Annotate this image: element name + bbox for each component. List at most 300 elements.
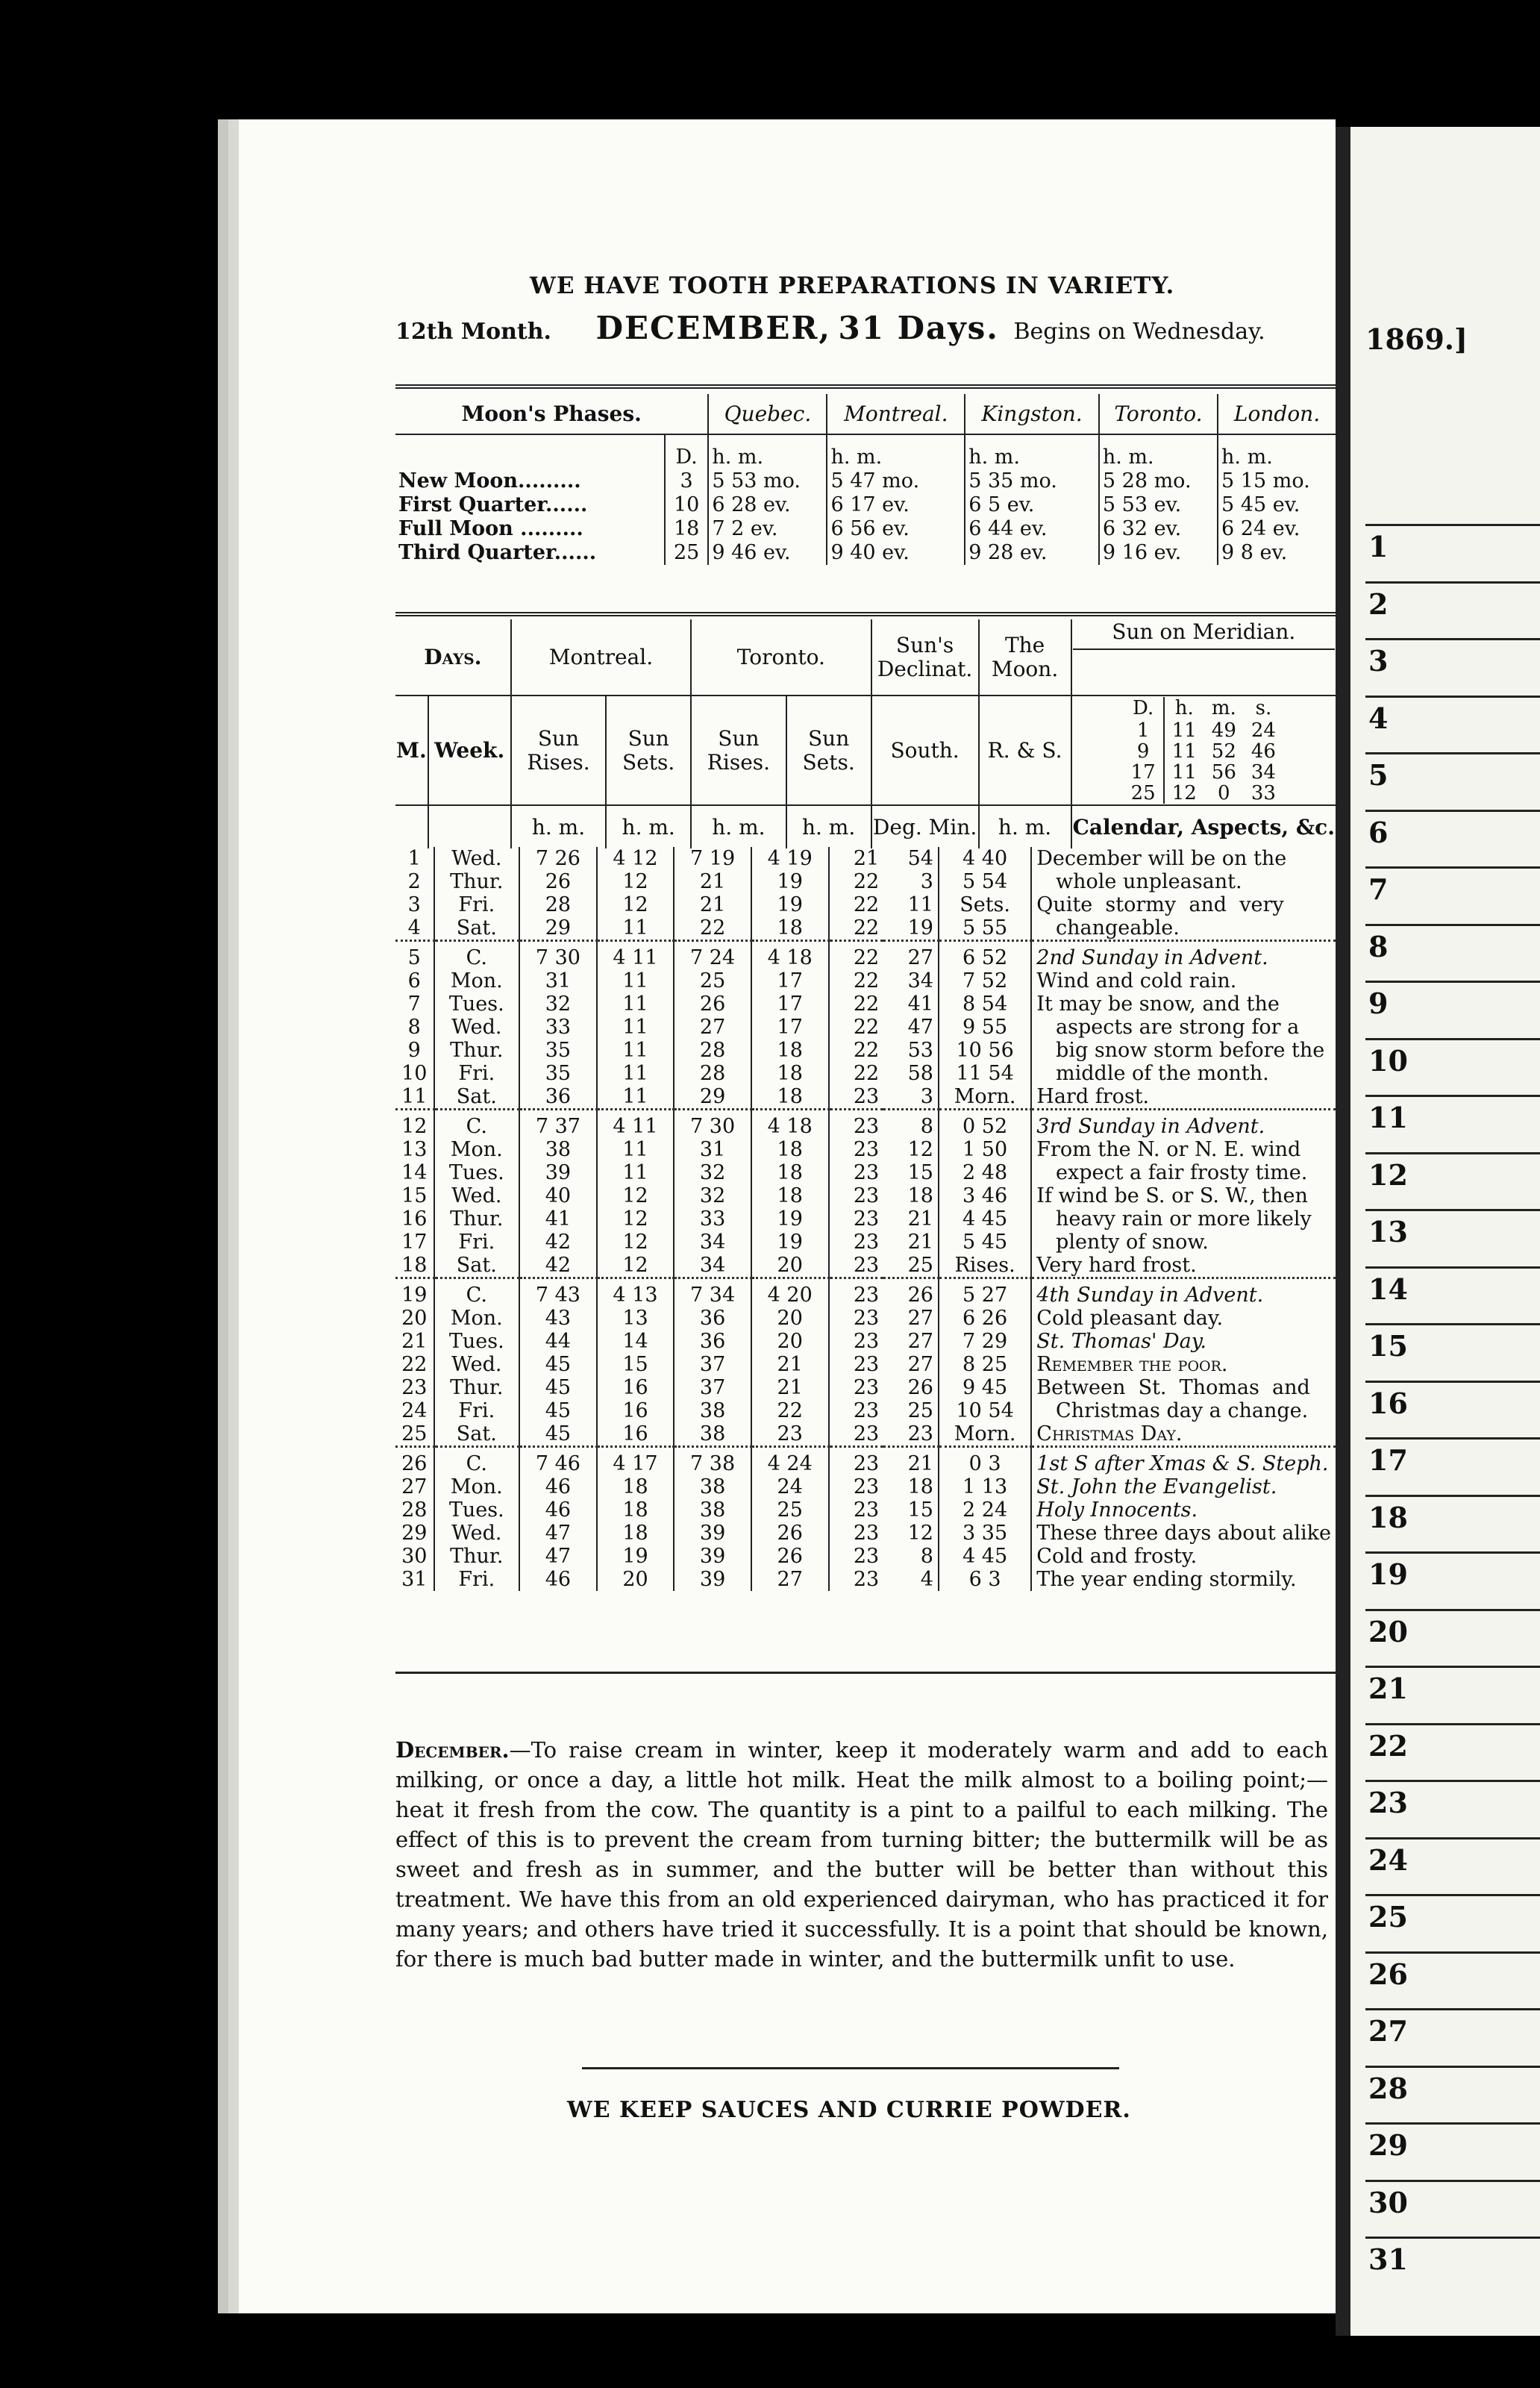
decl-deg: 22 (829, 941, 884, 970)
day-num: 21 (401, 1330, 428, 1353)
montreal-rises: 42 (519, 1254, 597, 1278)
moon-rs: 10 56 (939, 1039, 1031, 1062)
hdr-hm: h. m. (691, 805, 786, 848)
decl-deg: 23 (829, 1161, 884, 1184)
hdr-hm: h. m. (979, 805, 1071, 848)
facing-day-number: 6 (1368, 815, 1389, 849)
hdr-moon: The Moon. (979, 619, 1071, 696)
toronto-sets: 4 18 (751, 1110, 829, 1139)
facing-rule (1365, 1095, 1540, 1097)
montreal-rises: 41 (519, 1207, 597, 1231)
decl-deg: 23 (829, 1498, 884, 1522)
hdr-hm: h. m. (606, 805, 691, 848)
moon-time-toronto: 5 53 ev. (1099, 493, 1218, 517)
week-day: Tues. (434, 1161, 520, 1184)
moon-rs: 9 45 (939, 1376, 1031, 1399)
facing-rule (1365, 1266, 1540, 1269)
hdr-tor-sets: Sun Sets. (786, 696, 871, 805)
decl-min: 25 (907, 1254, 933, 1277)
day-row (395, 1447, 1336, 1476)
montreal-sets: 11 (597, 1062, 674, 1085)
day-num: 17 (401, 1231, 428, 1254)
toronto-rises: 29 (674, 1085, 751, 1110)
decl-min: 41 (907, 993, 933, 1016)
week-day: Fri. (434, 893, 520, 916)
toronto-sets: 4 20 (751, 1278, 829, 1307)
hdr-calendar: Calendar, Aspects, &c. (1071, 805, 1336, 848)
toronto-sets: 20 (751, 1330, 829, 1353)
day-num: 12 (395, 1110, 434, 1139)
day-row (395, 1545, 1336, 1568)
montreal-rises: 29 (519, 916, 597, 941)
moon-rs: Rises. (939, 1254, 1031, 1278)
moon-time-kingston: 5 35 mo. (965, 469, 1099, 493)
moon-phase-name: Full Moon ......... (398, 517, 583, 540)
toronto-rises: 34 (674, 1231, 751, 1254)
calendar-note: 2nd Sunday in Advent. (1031, 941, 1336, 970)
moon-sub-hm: h. m. (1218, 434, 1336, 469)
day-num: 16 (401, 1207, 428, 1231)
day-num: 8 (407, 1016, 421, 1039)
toronto-rises: 31 (674, 1138, 751, 1161)
montreal-sets: 4 12 (597, 847, 674, 870)
day-row (395, 1110, 1336, 1139)
day-num: 1 (407, 847, 421, 870)
facing-day-number: 16 (1368, 1386, 1408, 1420)
meridian-cell: 33 (1251, 782, 1276, 804)
meridian-cell: 49 (1211, 719, 1236, 742)
calendar-note: If wind be S. or S. W., then (1031, 1184, 1336, 1207)
calendar-note: These three days about alike (1031, 1522, 1336, 1545)
decl-deg: 23 (829, 1278, 884, 1307)
toronto-sets: 18 (751, 1062, 829, 1085)
day-num: 23 (401, 1376, 428, 1399)
toronto-rises: 7 24 (674, 941, 751, 970)
toronto-sets: 18 (751, 916, 829, 941)
toronto-sets: 4 24 (751, 1447, 829, 1476)
montreal-rises: 38 (519, 1138, 597, 1161)
decl-min: 27 (907, 1330, 933, 1353)
moon-rs: 11 54 (939, 1062, 1031, 1085)
montreal-sets: 11 (597, 1016, 674, 1039)
facing-day-number: 22 (1368, 1728, 1408, 1763)
decl-deg: 23 (829, 1422, 884, 1447)
montreal-sets: 12 (597, 870, 674, 893)
week-day: Sat. (434, 1254, 520, 1278)
facing-rule (1365, 981, 1540, 983)
facing-rule (1365, 1381, 1540, 1383)
meridian-head: D. (1133, 697, 1154, 719)
montreal-rises: 47 (519, 1522, 597, 1545)
decl-min: 54 (907, 847, 933, 870)
note-body: —To raise cream in winter, keep it moderately warm and add to each milking, or once a day, a little hot milk. Heat the milk almost to a boiling point;—heat it fresh from the cow. The quantity is a pint to a pailful to each milking. The effect of this is to prevent the cream from turning bitter; the buttermilk will be as sweet and fresh as in summer, and the butter will be better than without this treatment. We have this from an old experienced dairyman, who has practiced it for many years; and others have tried it successfully. It is a point that should be known, for there is much bad butter made in winter, and the buttermilk unfit to use. (395, 1737, 1328, 1972)
moon-sub-hm: h. m. (1099, 434, 1218, 469)
facing-day-number: 26 (1368, 1957, 1408, 1991)
decl-min: 12 (907, 1522, 933, 1545)
day-num: 22 (401, 1353, 428, 1376)
facing-day-number: 27 (1368, 2014, 1408, 2048)
note-rule (582, 2067, 1119, 2069)
decl-deg: 23 (829, 1568, 884, 1591)
moon-rs: 3 46 (939, 1184, 1031, 1207)
moon-time-toronto: 9 16 ev. (1099, 541, 1218, 565)
decl-min: 27 (907, 1307, 933, 1330)
hdr-mtl-rises: Sun Rises. (511, 696, 607, 805)
montreal-sets: 11 (597, 993, 674, 1016)
facing-rule (1365, 1323, 1540, 1325)
almanac-page (239, 119, 1336, 2313)
facing-rule (1365, 866, 1540, 869)
moon-time-kingston: 9 28 ev. (965, 541, 1099, 565)
day-num: 6 (407, 969, 421, 993)
facing-day-number: 17 (1368, 1443, 1408, 1477)
decl-min: 15 (907, 1498, 933, 1522)
week-day: C. (434, 1110, 520, 1139)
day-num: 31 (401, 1568, 428, 1591)
week-day: C. (434, 941, 520, 970)
decl-deg: 22 (829, 1039, 884, 1062)
hdr-week: Week. (428, 696, 511, 805)
meridian-cell: 1 (1136, 719, 1150, 742)
moon-time-montreal: 5 47 mo. (827, 469, 965, 493)
toronto-rises: 7 38 (674, 1447, 751, 1476)
meridian-table-cell (1071, 696, 1336, 805)
day-row (395, 1138, 1336, 1161)
meridian-cell: 52 (1211, 740, 1236, 763)
facing-day-number: 2 (1368, 587, 1389, 621)
calendar-note: The year ending stormily. (1031, 1568, 1336, 1591)
meridian-cell: 46 (1251, 740, 1276, 763)
facing-day-number: 11 (1368, 1101, 1408, 1134)
meridian-row (1124, 783, 1283, 804)
meridian-cell: 12 (1164, 783, 1204, 804)
toronto-sets: 18 (751, 1085, 829, 1110)
decl-deg: 22 (829, 969, 884, 993)
montreal-sets: 14 (597, 1330, 674, 1353)
week-day: C. (434, 1447, 520, 1476)
moon-head-phases: Moon's Phases. (395, 394, 708, 434)
decl-min: 11 (907, 893, 933, 916)
montreal-rises: 45 (519, 1353, 597, 1376)
montreal-sets: 12 (597, 1254, 674, 1278)
toronto-sets: 20 (751, 1307, 829, 1330)
decl-min: 8 (920, 1545, 933, 1568)
calendar-note: St. John the Evangelist. (1031, 1475, 1336, 1498)
montreal-sets: 20 (597, 1568, 674, 1591)
montreal-rises: 45 (519, 1422, 597, 1447)
moon-time-toronto: 6 32 ev. (1099, 517, 1218, 541)
toronto-rises: 21 (674, 893, 751, 916)
toronto-rises: 39 (674, 1568, 751, 1591)
day-row (395, 1522, 1336, 1545)
montreal-rises: 35 (519, 1039, 597, 1062)
toronto-rises: 21 (674, 870, 751, 893)
decl-deg: 23 (829, 1353, 884, 1376)
week-day: Fri. (434, 1062, 520, 1085)
toronto-rises: 38 (674, 1399, 751, 1422)
montreal-sets: 12 (597, 1207, 674, 1231)
day-row (395, 1307, 1336, 1330)
meridian-head: s. (1255, 697, 1272, 719)
montreal-sets: 12 (597, 1184, 674, 1207)
top-banner: WE HAVE TOOTH PREPARATIONS IN VARIETY. (530, 272, 1175, 299)
day-num: 4 (407, 916, 421, 940)
facing-day-number: 30 (1368, 2185, 1408, 2219)
toronto-sets: 26 (751, 1522, 829, 1545)
week-day: Wed. (434, 847, 520, 870)
moon-sub-hm: h. m. (965, 434, 1099, 469)
calendar-note: heavy rain or more likely (1031, 1207, 1336, 1231)
moon-time-kingston: 6 5 ev. (965, 493, 1099, 517)
moon-head-london: London. (1218, 394, 1336, 434)
hdr-days: Days. (424, 644, 482, 669)
decl-deg: 22 (829, 993, 884, 1016)
week-day: Wed. (434, 1522, 520, 1545)
facing-rule (1365, 696, 1540, 698)
decl-min: 4 (920, 1568, 933, 1591)
day-num: 25 (401, 1422, 428, 1445)
facing-rule (1365, 2237, 1540, 2239)
week-day: Sat. (434, 1422, 520, 1447)
montreal-rises: 45 (519, 1376, 597, 1399)
week-day: Thur. (434, 1545, 520, 1568)
toronto-sets: 22 (751, 1399, 829, 1422)
toronto-rises: 39 (674, 1545, 751, 1568)
dairy-note (395, 1735, 1328, 1974)
toronto-sets: 20 (751, 1254, 829, 1278)
toronto-sets: 4 18 (751, 941, 829, 970)
decl-deg: 23 (829, 1522, 884, 1545)
toronto-rises: 36 (674, 1307, 751, 1330)
toronto-sets: 21 (751, 1353, 829, 1376)
moon-rs: 10 54 (939, 1399, 1031, 1422)
facing-day-number: 31 (1368, 2242, 1408, 2276)
week-day: Tues. (434, 1330, 520, 1353)
moon-rs: 5 27 (939, 1278, 1031, 1307)
days-table (395, 847, 1336, 1591)
facing-day-number: 15 (1368, 1329, 1408, 1363)
week-day: Thur. (434, 1207, 520, 1231)
facing-rule (1365, 581, 1540, 584)
day-row (395, 1039, 1336, 1062)
montreal-rises: 47 (519, 1545, 597, 1568)
toronto-sets: 19 (751, 1207, 829, 1231)
decl-min: 34 (907, 969, 933, 993)
montreal-sets: 19 (597, 1545, 674, 1568)
facing-rule (1365, 638, 1540, 640)
decl-min: 23 (907, 1422, 933, 1445)
moon-phase-name: Third Quarter...... (398, 541, 597, 564)
decl-deg: 22 (829, 1016, 884, 1039)
montreal-rises: 35 (519, 1062, 597, 1085)
day-num: 3 (407, 893, 421, 916)
decl-min: 21 (907, 1231, 933, 1254)
meridian-row (1124, 741, 1283, 762)
facing-rule (1365, 1780, 1540, 1782)
calendar-note: Christmas Day. (1031, 1422, 1336, 1447)
meridian-row (1124, 720, 1283, 741)
facing-rule (1365, 1038, 1540, 1040)
day-row (395, 847, 1336, 870)
moon-rule (395, 384, 1336, 389)
day-num: 19 (395, 1278, 434, 1307)
day-num: 5 (395, 941, 434, 970)
moon-time-kingston: 6 44 ev. (965, 517, 1099, 541)
toronto-rises: 37 (674, 1376, 751, 1399)
week-day: Wed. (434, 1353, 520, 1376)
toronto-rises: 38 (674, 1475, 751, 1498)
day-num: 9 (407, 1039, 421, 1062)
calendar-note: Christmas day a change. (1031, 1399, 1336, 1422)
toronto-rises: 33 (674, 1207, 751, 1231)
moon-phase-day: 25 (665, 541, 708, 565)
moon-sub-hm: h. m. (827, 434, 965, 469)
calendar-note: Wind and cold rain. (1031, 969, 1336, 993)
decl-deg: 23 (829, 1110, 884, 1139)
decl-deg: 23 (829, 1330, 884, 1353)
montreal-rises: 42 (519, 1231, 597, 1254)
facing-rule (1365, 2180, 1540, 2182)
month-name: DECEMBER, (595, 310, 831, 346)
calendar-note: St. Thomas' Day. (1031, 1330, 1336, 1353)
facing-rule (1365, 1437, 1540, 1440)
week-day: Mon. (434, 1475, 520, 1498)
toronto-sets: 26 (751, 1545, 829, 1568)
facing-day-number: 24 (1368, 1842, 1408, 1877)
calendar-note: whole unpleasant. (1031, 870, 1336, 893)
decl-min: 26 (907, 1376, 933, 1399)
moon-time-quebec: 5 53 mo. (708, 469, 827, 493)
day-num: 15 (401, 1184, 428, 1207)
toronto-rises: 32 (674, 1184, 751, 1207)
decl-deg: 23 (829, 1184, 884, 1207)
week-day: Fri. (434, 1568, 520, 1591)
moon-head-toronto: Toronto. (1099, 394, 1218, 434)
calendar-note: It may be snow, and the (1031, 993, 1336, 1016)
day-num: 24 (401, 1399, 428, 1422)
montreal-rises: 31 (519, 969, 597, 993)
montreal-rises: 7 30 (519, 941, 597, 970)
moon-phase-day: 10 (665, 493, 708, 517)
week-day: Mon. (434, 1138, 520, 1161)
montreal-sets: 4 11 (597, 1110, 674, 1139)
week-day: Mon. (434, 969, 520, 993)
facing-rule (1365, 1666, 1540, 1668)
hdr-degmin: Deg. Min. (871, 805, 979, 848)
meridian-cell: 25 (1130, 782, 1156, 804)
facing-page (1336, 127, 1540, 2336)
decl-deg: 22 (829, 1062, 884, 1085)
facing-day-number: 10 (1368, 1043, 1408, 1078)
moon-time-toronto: 5 28 mo. (1099, 469, 1218, 493)
day-row (395, 1399, 1336, 1422)
montreal-sets: 18 (597, 1522, 674, 1545)
day-row (395, 1254, 1336, 1278)
moon-rs: Sets. (939, 893, 1031, 916)
hdr-m: M. (396, 737, 427, 763)
hdr-hm: h. m. (786, 805, 871, 848)
hdr-tor-rises: Sun Rises. (691, 696, 786, 805)
calendar-note: changeable. (1031, 916, 1336, 941)
calendar-note: 4th Sunday in Advent. (1031, 1278, 1336, 1307)
day-row (395, 1278, 1336, 1307)
week-day: Thur. (434, 870, 520, 893)
meridian-head: h. (1164, 697, 1204, 720)
moon-rs: 6 26 (939, 1307, 1031, 1330)
decl-min: 12 (907, 1138, 933, 1161)
montreal-sets: 12 (597, 893, 674, 916)
day-num: 30 (401, 1545, 428, 1568)
moon-phase-row (395, 493, 1336, 517)
month-begins: Begins on Wednesday. (1013, 319, 1265, 345)
hdr-mtl-sets: Sun Sets. (606, 696, 691, 805)
decl-min: 18 (907, 1475, 933, 1498)
day-row (395, 1568, 1336, 1591)
day-row (395, 1330, 1336, 1353)
facing-year: 1869.] (1365, 322, 1468, 356)
facing-rule (1365, 524, 1540, 526)
montreal-sets: 18 (597, 1498, 674, 1522)
toronto-rises: 7 30 (674, 1110, 751, 1139)
facing-rule (1365, 1551, 1540, 1554)
calendar-note: December will be on the (1031, 847, 1336, 870)
facing-day-number: 21 (1368, 1672, 1408, 1705)
calendar-note: From the N. or N. E. wind (1031, 1138, 1336, 1161)
montreal-sets: 12 (597, 1231, 674, 1254)
facing-day-number: 9 (1368, 987, 1389, 1020)
day-row (395, 1353, 1336, 1376)
decl-deg: 23 (829, 1138, 884, 1161)
toronto-rises: 28 (674, 1062, 751, 1085)
decl-deg: 22 (829, 893, 884, 916)
meridian-cell: 11 (1164, 720, 1204, 741)
facing-day-number: 4 (1368, 701, 1389, 735)
facing-rule (1365, 1609, 1540, 1611)
week-day: Sat. (434, 1085, 520, 1110)
facing-rule (1365, 1723, 1540, 1725)
toronto-sets: 27 (751, 1568, 829, 1591)
decl-min: 58 (907, 1062, 933, 1085)
montreal-sets: 4 11 (597, 941, 674, 970)
meridian-cell: 11 (1164, 762, 1204, 783)
calendar-note: Very hard frost. (1031, 1254, 1336, 1278)
moon-rs: 6 52 (939, 941, 1031, 970)
montreal-rises: 28 (519, 893, 597, 916)
day-row (395, 993, 1336, 1016)
meridian-head: m. (1211, 697, 1236, 719)
montreal-sets: 4 17 (597, 1447, 674, 1476)
meridian-cell: 34 (1251, 761, 1276, 784)
hdr-meridian: Sun on Meridian. (1073, 620, 1335, 650)
decl-deg: 23 (829, 1545, 884, 1568)
moon-rs: 7 29 (939, 1330, 1031, 1353)
moon-phase-day: 18 (665, 517, 708, 541)
decl-min: 27 (907, 1353, 933, 1376)
decl-deg: 23 (829, 1376, 884, 1399)
decl-min: 53 (907, 1039, 933, 1062)
montreal-rises: 40 (519, 1184, 597, 1207)
facing-day-number: 19 (1368, 1557, 1408, 1591)
toronto-sets: 17 (751, 993, 829, 1016)
montreal-sets: 16 (597, 1399, 674, 1422)
facing-day-number: 5 (1368, 758, 1389, 792)
decl-deg: 23 (829, 1254, 884, 1278)
decl-min: 19 (907, 916, 933, 940)
calendar-note: Hard frost. (1031, 1085, 1336, 1110)
toronto-rises: 34 (674, 1254, 751, 1278)
calendar-note: expect a fair frosty time. (1031, 1161, 1336, 1184)
moon-rs: 7 52 (939, 969, 1031, 993)
